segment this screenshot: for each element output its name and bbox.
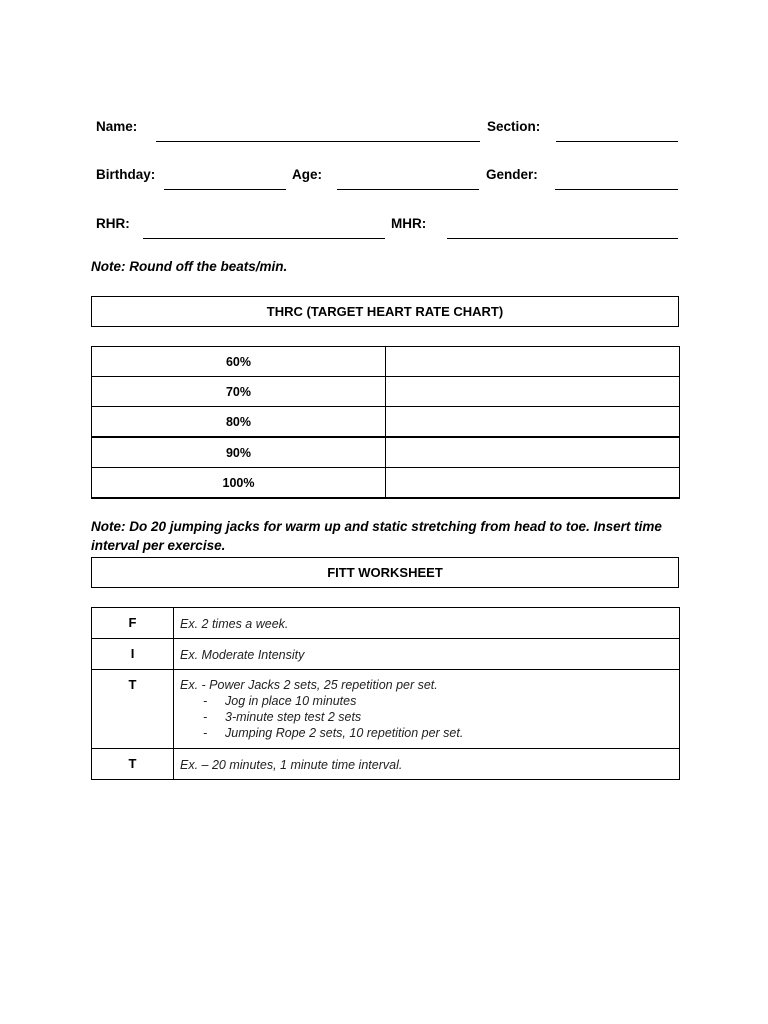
list-item: - 3-minute step test 2 sets <box>203 710 362 724</box>
thrc-value-cell[interactable] <box>386 468 680 499</box>
table-row <box>92 468 680 499</box>
gender-field[interactable] <box>555 189 678 190</box>
age-label: Age: <box>292 167 322 182</box>
thrc-percent: 100% <box>92 468 386 499</box>
fitt-intensity-value[interactable]: Ex. Moderate Intensity <box>174 639 680 670</box>
fitt-type-value[interactable] <box>174 670 680 749</box>
fitt-key: T <box>92 670 174 749</box>
thrc-value-cell[interactable] <box>386 377 680 407</box>
fitt-type-main: Ex. - Power Jacks 2 sets, 25 repetition per set. <box>180 678 438 692</box>
fitt-time-value[interactable]: Ex. – 20 minutes, 1 minute time interval. <box>174 749 680 780</box>
thrc-value-cell[interactable] <box>386 347 680 377</box>
thrc-table <box>91 346 680 499</box>
thrc-title: THRC (TARGET HEART RATE CHART) <box>91 296 679 327</box>
rhr-label: RHR: <box>96 216 130 231</box>
thrc-percent: 90% <box>92 437 386 468</box>
table-row <box>92 407 680 438</box>
thrc-percent: 80% <box>92 407 386 438</box>
thrc-percent: 70% <box>92 377 386 407</box>
section-field[interactable] <box>556 141 678 142</box>
table-row <box>92 670 680 749</box>
gender-label: Gender: <box>486 167 538 182</box>
birthday-label: Birthday: <box>96 167 156 182</box>
note-warm-up: Note: Do 20 jumping jacks for warm up and static stretching from head to toe. Insert time interval per exercise. <box>91 519 662 553</box>
list-item: - Jog in place 10 minutes <box>203 694 357 708</box>
list-item: - Jumping Rope 2 sets, 10 repetition per set. <box>203 726 464 740</box>
fitt-key: T <box>92 749 174 780</box>
table-row <box>92 749 680 780</box>
thrc-value-cell[interactable] <box>386 407 680 438</box>
age-field[interactable] <box>337 189 479 190</box>
thrc-percent: 60% <box>92 347 386 377</box>
rhr-field[interactable] <box>143 238 385 239</box>
table-row <box>92 437 680 468</box>
fitt-key: I <box>92 639 174 670</box>
name-field[interactable] <box>156 141 480 142</box>
thrc-value-cell[interactable] <box>386 437 680 468</box>
table-row <box>92 377 680 407</box>
table-row <box>92 639 680 670</box>
fitt-frequency-value[interactable]: Ex. 2 times a week. <box>174 608 680 639</box>
section-label: Section: <box>487 119 541 134</box>
note-round-off: Note: Round off the beats/min. <box>91 259 288 274</box>
table-row <box>92 608 680 639</box>
fitt-key: F <box>92 608 174 639</box>
name-label: Name: <box>96 119 138 134</box>
birthday-field[interactable] <box>164 189 286 190</box>
mhr-field[interactable] <box>447 238 678 239</box>
fitt-title: FITT WORKSHEET <box>91 557 679 588</box>
table-row <box>92 347 680 377</box>
mhr-label: MHR: <box>391 216 427 231</box>
fitt-table <box>91 607 680 780</box>
